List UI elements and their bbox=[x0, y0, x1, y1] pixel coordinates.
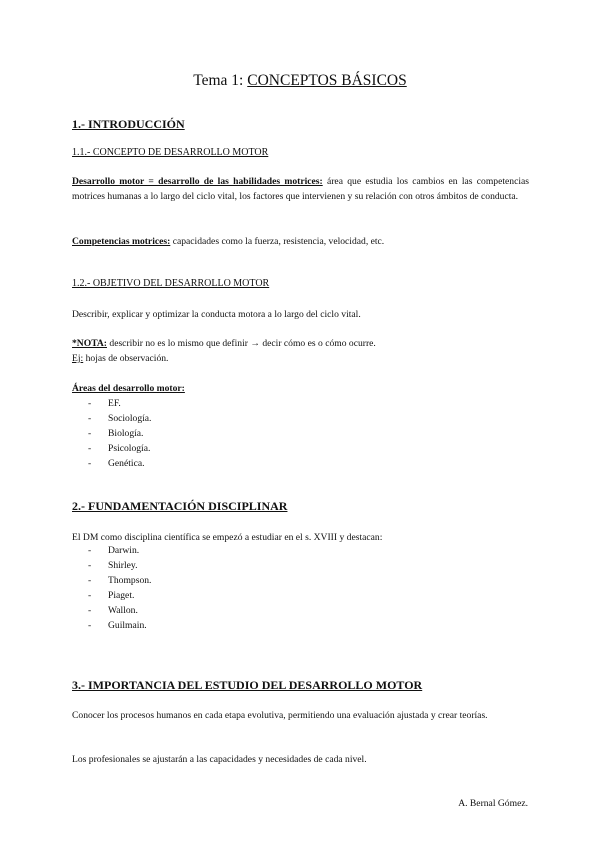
list-item: - EF. bbox=[88, 396, 151, 411]
objective-paragraph: Describir, explicar y optimizar la conducta motora a lo largo del ciclo vital. bbox=[72, 309, 361, 320]
areas-list bbox=[88, 396, 151, 471]
list-item: - Guilmain. bbox=[88, 618, 151, 633]
list-item: - Shirley. bbox=[88, 558, 151, 573]
definition-paragraph bbox=[72, 174, 529, 204]
list-item: - Darwin. bbox=[88, 543, 151, 558]
title-main: CONCEPTOS BÁSICOS bbox=[247, 72, 407, 89]
nota-term: *NOTA: bbox=[72, 338, 107, 349]
nota-text: describir no es lo mismo que definir → decir cómo es o cómo ocurre. bbox=[107, 338, 376, 349]
list-item: - Biología. bbox=[88, 426, 151, 441]
list-item: - Wallon. bbox=[88, 603, 151, 618]
competencias-term: Competencias motrices: bbox=[72, 236, 171, 247]
ej-term: Ej: bbox=[72, 353, 84, 364]
areas-heading bbox=[72, 381, 529, 396]
definition-text: área que estudia los cambios en las competencias motrices humanas a lo largo del ciclo vital, los factores que intervienen y su relación con otros ámbitos de conducta. bbox=[72, 176, 529, 202]
authors-list bbox=[88, 543, 151, 633]
section-2-intro: El DM como disciplina científica se empezó a estudiar en el s. XVIII y destacan: bbox=[72, 532, 383, 543]
section-3-paragraph-1: Conocer los procesos humanos en cada etapa evolutiva, permitiendo una evaluación ajustada y crear teorías. bbox=[72, 710, 488, 721]
subsection-1-1-heading: 1.1.- CONCEPTO DE DESARROLLO MOTOR bbox=[72, 147, 269, 158]
list-item: - Piaget. bbox=[88, 588, 151, 603]
author-signature: A. Bernal Gómez. bbox=[458, 798, 528, 809]
section-2-heading: 2.- FUNDAMENTACIÓN DISCIPLINAR bbox=[72, 499, 288, 513]
list-item: - Psicología. bbox=[88, 441, 151, 456]
definition-term: Desarrollo motor = desarrollo de las habilidades motrices: bbox=[72, 176, 323, 187]
nota-paragraph bbox=[72, 336, 529, 366]
list-item: - Sociología. bbox=[88, 411, 151, 426]
page-title bbox=[0, 72, 600, 90]
competencias-paragraph bbox=[72, 234, 529, 249]
section-3-heading: 3.- IMPORTANCIA DEL ESTUDIO DEL DESARROLLO MOTOR bbox=[72, 678, 423, 692]
list-item: - Thompson. bbox=[88, 573, 151, 588]
areas-heading-text: Áreas del desarrollo motor: bbox=[72, 383, 185, 394]
subsection-1-2-heading: 1.2.- OBJETIVO DEL DESARROLLO MOTOR bbox=[72, 278, 270, 289]
section-1-heading: 1.- INTRODUCCIÓN bbox=[72, 117, 185, 131]
title-prefix: Tema 1: bbox=[193, 72, 248, 89]
list-item: - Genética. bbox=[88, 456, 151, 471]
competencias-text: capacidades como la fuerza, resistencia, velocidad, etc. bbox=[170, 236, 385, 247]
section-3-paragraph-2: Los profesionales se ajustarán a las capacidades y necesidades de cada nivel. bbox=[72, 754, 367, 765]
ej-text: hojas de observación. bbox=[83, 353, 169, 364]
